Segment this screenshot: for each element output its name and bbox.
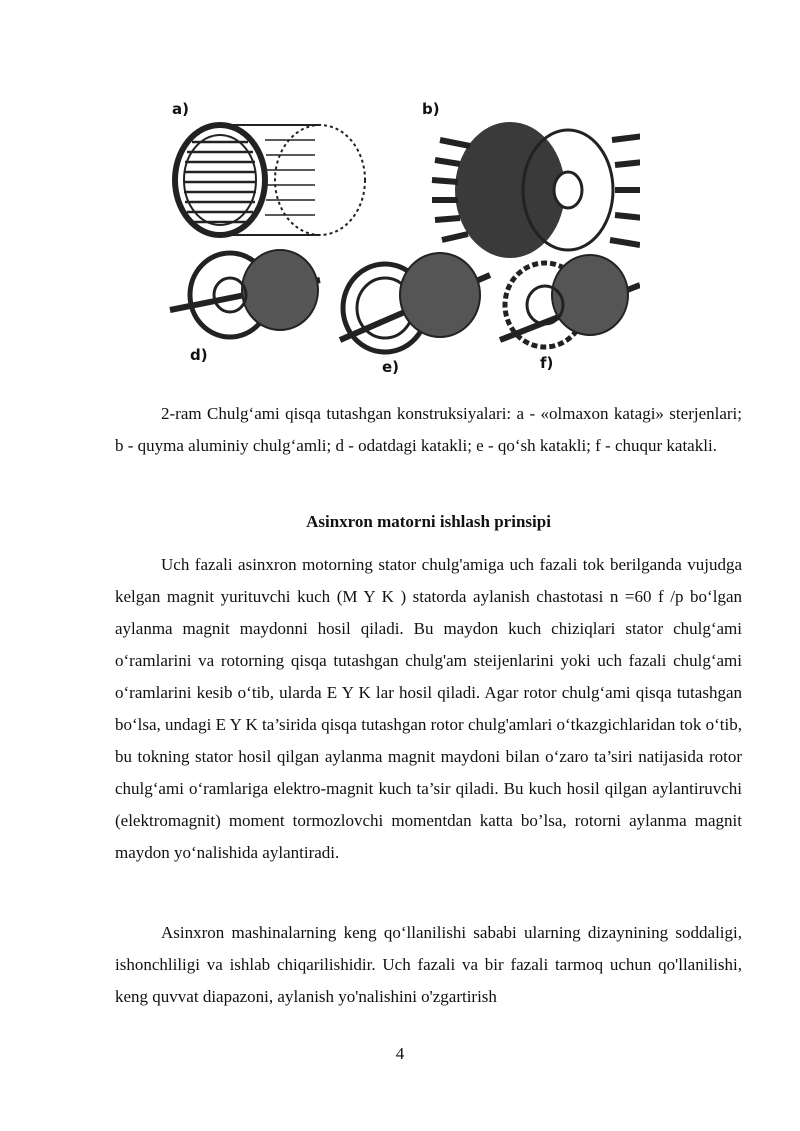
double-cage-rotor-drawing xyxy=(340,253,490,352)
section-heading: Asinxron matorni ishlash prinsipi xyxy=(306,512,551,531)
figure-label-e: e) xyxy=(382,358,400,376)
figure-label-b: b) xyxy=(422,100,440,118)
squirrel-cage-drawing xyxy=(175,125,365,235)
rotor-constructions-figure xyxy=(160,80,640,380)
deep-bar-rotor-drawing xyxy=(500,255,640,347)
figure-label-d: d) xyxy=(190,346,208,364)
body-paragraph: Uch fazali asinxron motorning stator chulg'amiga uch fazali tok berilganda vujudga kelgan magnit yurituvchi kuch (M Y K ) statorda aylanish chastotasi n =60 f /p bo‘lgan aylanma magnit maydonni hosil qiladi. Bu maydon kuch chiziqlari stator chulg‘ami o‘ramlarini va rotorning qisqa tutashgan chulg'am steijenlarini yoki uch fazali chulg‘ami o‘ramlarini kesib o‘tib, ularda E Y K lar hosil qiladi. Agar rotor chulg‘ami qisqa tutashgan bo‘lsa, undagi E Y K ta’sirida qisqa tutashgan rotor chulg'amlari o‘tkazgichlaridan tok o‘tib, bu tokning stator hosil qilgan aylanma magnit maydoni bilan o‘zaro ta’siri natijasida rotor chulg‘ami o‘ramlariga elektro-magnit kuch ta’sir qiladi. Bu kuch hosil qilgan aylantiruvchi (elektromagnit) moment tormozlovchi momentdan katta bo’lsa, rotorni aylanma magnit maydon yo‘nalishida aylantiradi. xyxy=(115,555,742,862)
figure-caption: 2-ram Chulg‘ami qisqa tutashgan konstruksiyalari: a - «olmaxon katagi» sterjenlari; b - quyma aluminiy chulg‘amli; d - odatdagi katakli; e - qo‘sh katakli; f - chuqur katakli. xyxy=(115,404,742,455)
page-number: 4 xyxy=(395,1044,405,1063)
rotor-illustration xyxy=(160,80,640,380)
cast-aluminium-rotor-drawing xyxy=(432,122,640,258)
ordinary-cage-rotor-drawing xyxy=(170,250,320,337)
figure-label-f: f) xyxy=(540,354,554,372)
body-paragraph: Asinxron mashinalarning keng qo‘llanilishi sababi ularning dizaynining soddaligi, ishonchliligi va ishlab chiqarilishidir. Uch fazali va bir fazali tarmoq uchun qo'llanilishi, keng quvvat diapazoni, aylanish yo'nalishini o'zgartirish xyxy=(115,923,742,1006)
figure-label-a: a) xyxy=(172,100,189,118)
